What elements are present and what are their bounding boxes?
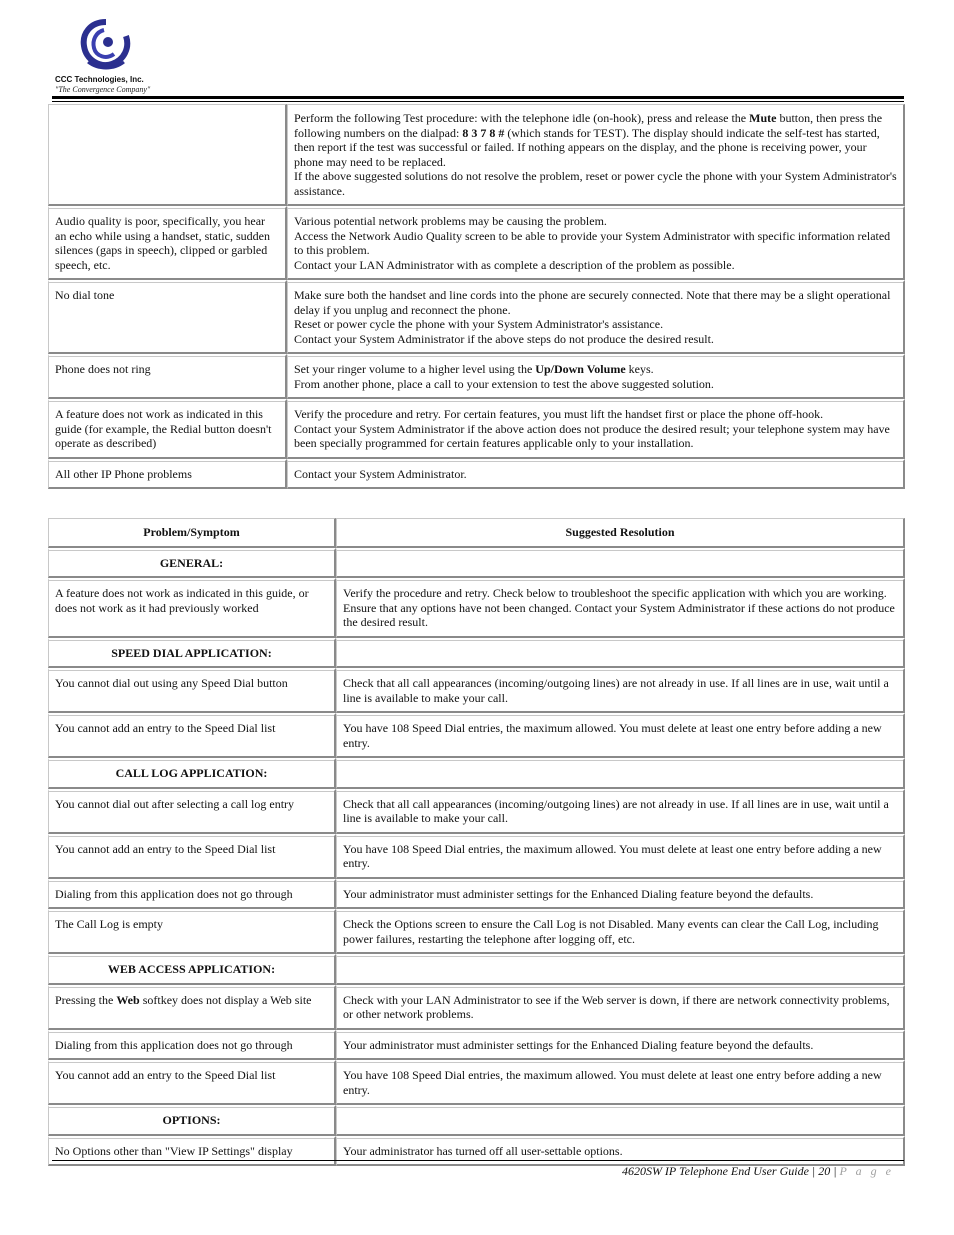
table-row (48, 104, 905, 206)
table-row (48, 1030, 905, 1061)
table-row (48, 399, 905, 459)
problem-cell: A feature does not work as indicated in this guide, or does not work as it had previously worked (48, 578, 336, 638)
problem-cell: Dialing from this application does not go through (48, 1030, 336, 1061)
troubleshooting-table-continued (48, 104, 905, 489)
column-header-problem: Problem/Symptom (48, 518, 336, 548)
footer-title: 4620SW IP Telephone End User Guide (621, 1164, 809, 1178)
footer-rule (52, 1160, 904, 1161)
application-troubleshooting-table (48, 518, 905, 1166)
problem-cell: You cannot dial out after selecting a call log entry (48, 789, 336, 834)
table-row (48, 713, 905, 758)
section-label: WEB ACCESS APPLICATION: (48, 954, 336, 985)
problem-cell: Dialing from this application does not go through (48, 879, 336, 910)
resolution-cell: Your administrator must administer settings for the Enhanced Dialing feature beyond the defaults. (336, 879, 905, 910)
company-logo (52, 18, 172, 98)
resolution-cell: Make sure both the handset and line cords into the phone are securely connected. Note that there may be a slight operational delay if you unplug and reconnect the phone. Reset or power cycle the phone with your System Administrator's assistance. Contact your System Administrator if the above steps do not produce the desired result. (287, 280, 905, 354)
section-row-call-log (48, 758, 905, 789)
footer-separator: | (830, 1164, 840, 1178)
problem-cell: You cannot add an entry to the Speed Dial list (48, 834, 336, 879)
table-row (48, 789, 905, 834)
section-label: OPTIONS: (48, 1105, 336, 1136)
problem-cell: You cannot add an entry to the Speed Dial list (48, 713, 336, 758)
table-row (48, 909, 905, 954)
resolution-cell: Set your ringer volume to a higher level using the Up/Down Volume keys. From another phone, place a call to your extension to test the above suggested solution. (287, 354, 905, 399)
section-label: SPEED DIAL APPLICATION: (48, 638, 336, 669)
problem-cell: Pressing the Web softkey does not display a Web site (48, 985, 336, 1030)
company-tagline: "The Convergence Company" (55, 85, 151, 94)
section-row-general (48, 548, 905, 579)
section-label: CALL LOG APPLICATION: (48, 758, 336, 789)
problem-cell: All other IP Phone problems (48, 459, 287, 490)
section-empty-cell (336, 638, 905, 669)
table-row (48, 879, 905, 910)
header-rule (52, 96, 904, 99)
problem-cell: The Call Log is empty (48, 909, 336, 954)
section-row-speed-dial (48, 638, 905, 669)
resolution-cell: You have 108 Speed Dial entries, the maximum allowed. You must delete at least one entry before adding a new entry. (336, 713, 905, 758)
section-row-web-access (48, 954, 905, 985)
logo-swirl-icon (78, 18, 134, 72)
table-row (48, 985, 905, 1030)
resolution-cell: Verify the procedure and retry. For certain features, you must lift the handset first or place the phone off-hook. Contact your System Administrator if the above action does not produce the desired result; your telephone system may have been specially programmed for certain features applicable only to your installation. (287, 399, 905, 459)
section-empty-cell (336, 954, 905, 985)
problem-cell: You cannot add an entry to the Speed Dial list (48, 1060, 336, 1105)
header-rule-thin (52, 101, 904, 102)
problem-cell (48, 104, 287, 206)
resolution-cell: Your administrator has turned off all user-settable options. (336, 1136, 905, 1167)
resolution-cell: Check that all call appearances (incoming/outgoing lines) are not already in use. If all lines are in use, wait until a line is available to make your call. (336, 668, 905, 713)
resolution-cell: Various potential network problems may be causing the problem. Access the Network Audio Quality screen to be able to provide your System Administrator with specific information related to this problem. Contact your LAN Administrator with as complete a description of the problem as possible. (287, 206, 905, 280)
table-header-row (48, 518, 905, 548)
resolution-cell: Check that all call appearances (incoming/outgoing lines) are not already in use. If all lines are in use, wait until a line is available to make your call. (336, 789, 905, 834)
resolution-cell: Contact your System Administrator. (287, 459, 905, 490)
company-name: CCC Technologies, Inc. (55, 75, 144, 84)
table-row (48, 668, 905, 713)
problem-cell: Phone does not ring (48, 354, 287, 399)
section-empty-cell (336, 1105, 905, 1136)
resolution-cell: Verify the procedure and retry. Check below to troubleshoot the specific application with which you are working. Ensure that any options have not been changed. Contact your System Administrator if these actions do not produce the desired result. (336, 578, 905, 638)
resolution-cell: You have 108 Speed Dial entries, the maximum allowed. You must delete at least one entry before adding a new entry. (336, 1060, 905, 1105)
problem-cell: A feature does not work as indicated in this guide (for example, the Redial button doesn't operate as described) (48, 399, 287, 459)
section-row-options (48, 1105, 905, 1136)
resolution-cell: Perform the following Test procedure: with the telephone idle (on-hook), press and release the Mute button, then press the following numbers on the dialpad: 8 3 7 8 # (which stands for TEST). The display should indicate the self-test has started, then report if the test was successful or failed. If nothing appears on the display, and the phone is receiving power, your phone may need to be replaced. If the above suggested solutions do not resolve the problem, reset or power cycle the phone with your System Administrator's assistance. (287, 104, 905, 206)
table-row (48, 206, 905, 280)
section-empty-cell (336, 758, 905, 789)
table-row (48, 1060, 905, 1105)
resolution-cell: You have 108 Speed Dial entries, the maximum allowed. You must delete at least one entry before adding a new entry. (336, 834, 905, 879)
section-label: GENERAL: (48, 548, 336, 579)
table-row (48, 1136, 905, 1167)
section-empty-cell (336, 548, 905, 579)
problem-cell: Audio quality is poor, specifically, you hear an echo while using a handset, static, sudden silences (gaps in speech), clipped or garbled speech, etc. (48, 206, 287, 280)
page-number: 20 (818, 1164, 831, 1178)
table-row (48, 834, 905, 879)
resolution-cell: Check with your LAN Administrator to see if the Web server is down, if there are network connectivity problems, or other network problems. (336, 985, 905, 1030)
table-row (48, 578, 905, 638)
resolution-cell: Your administrator must administer settings for the Enhanced Dialing feature beyond the defaults. (336, 1030, 905, 1061)
table-row (48, 280, 905, 354)
resolution-cell: Check the Options screen to ensure the Call Log is not Disabled. Many events can clear the Call Log, including power failures, restarting the telephone after logging off, etc. (336, 909, 905, 954)
page-word: P a g e (839, 1164, 894, 1178)
problem-cell: No Options other than "View IP Settings" display (48, 1136, 336, 1167)
column-header-resolution: Suggested Resolution (336, 518, 905, 548)
problem-cell: No dial tone (48, 280, 287, 354)
footer-separator: | (808, 1164, 819, 1178)
problem-cell: You cannot dial out using any Speed Dial button (48, 668, 336, 713)
page-footer (622, 1164, 894, 1179)
table-row (48, 354, 905, 399)
table-row (48, 459, 905, 490)
